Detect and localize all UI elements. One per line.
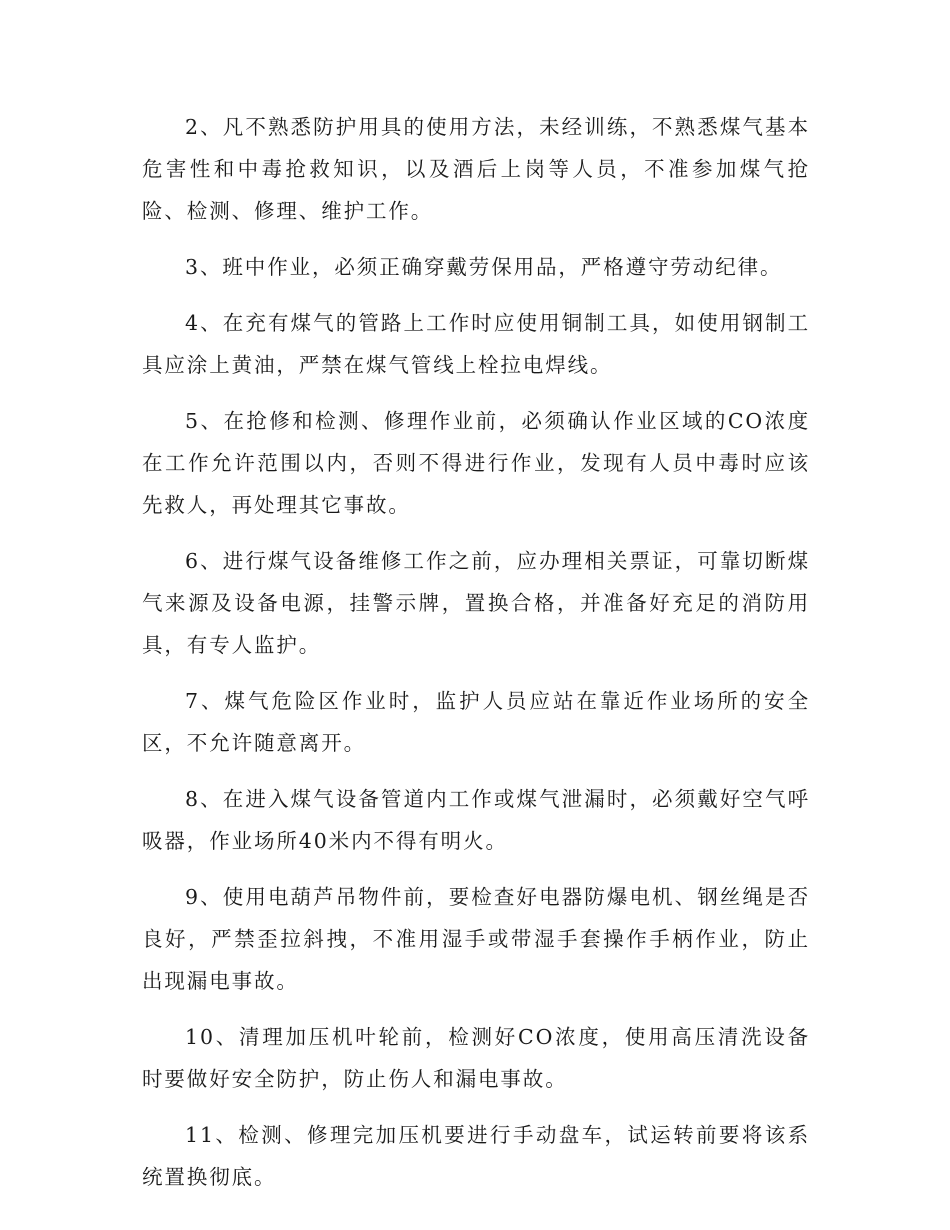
paragraph-rule-6: 6、进行煤气设备维修工作之前，应办理相关票证，可靠切断煤气来源及设备电源，挂警示牌，置换合格，并准备好充足的消防用具，有专人监护。 [142,549,810,657]
paragraph-rule-3: 3、班中作业，必须正确穿戴劳保用品，严格遵守劳动纪律。 [185,255,783,279]
paragraph-rule-5: 5、在抢修和检测、修理作业前，必须确认作业区域的CO浓度在工作允许范围以内，否则不得进行作业，发现有人员中毒时应该先救人，再处理其它事故。 [142,409,810,517]
paragraph-rule-8: 8、在进入煤气设备管道内工作或煤气泄漏时，必须戴好空气呼吸器，作业场所40米内不得有明火。 [142,787,810,853]
paragraph-rule-7: 7、煤气危险区作业时，监护人员应站在靠近作业场所的安全区，不允许随意离开。 [142,689,810,755]
paragraph-rule-10: 10、清理加压机叶轮前，检测好CO浓度，使用高压清洗设备时要做好安全防护，防止伤人和漏电事故。 [142,1025,810,1091]
paragraph-rule-9: 9、使用电葫芦吊物件前，要检查好电器防爆电机、钢丝绳是否良好，严禁歪拉斜拽，不准用湿手或带湿手套操作手柄作业，防止出现漏电事故。 [142,885,810,993]
paragraph-rule-4: 4、在充有煤气的管路上工作时应使用铜制工具，如使用钢制工具应涂上黄油，严禁在煤气管线上栓拉电焊线。 [142,311,810,377]
paragraph-rule-2: 2、凡不熟悉防护用具的使用方法，未经训练，不熟悉煤气基本危害性和中毒抢救知识，以及酒后上岗等人员，不准参加煤气抢险、检测、修理、维护工作。 [142,115,810,223]
paragraph-rule-11: 11、检测、修理完加压机要进行手动盘车，试运转前要将该系统置换彻底。 [142,1123,810,1189]
document-body [142,106,810,1212]
